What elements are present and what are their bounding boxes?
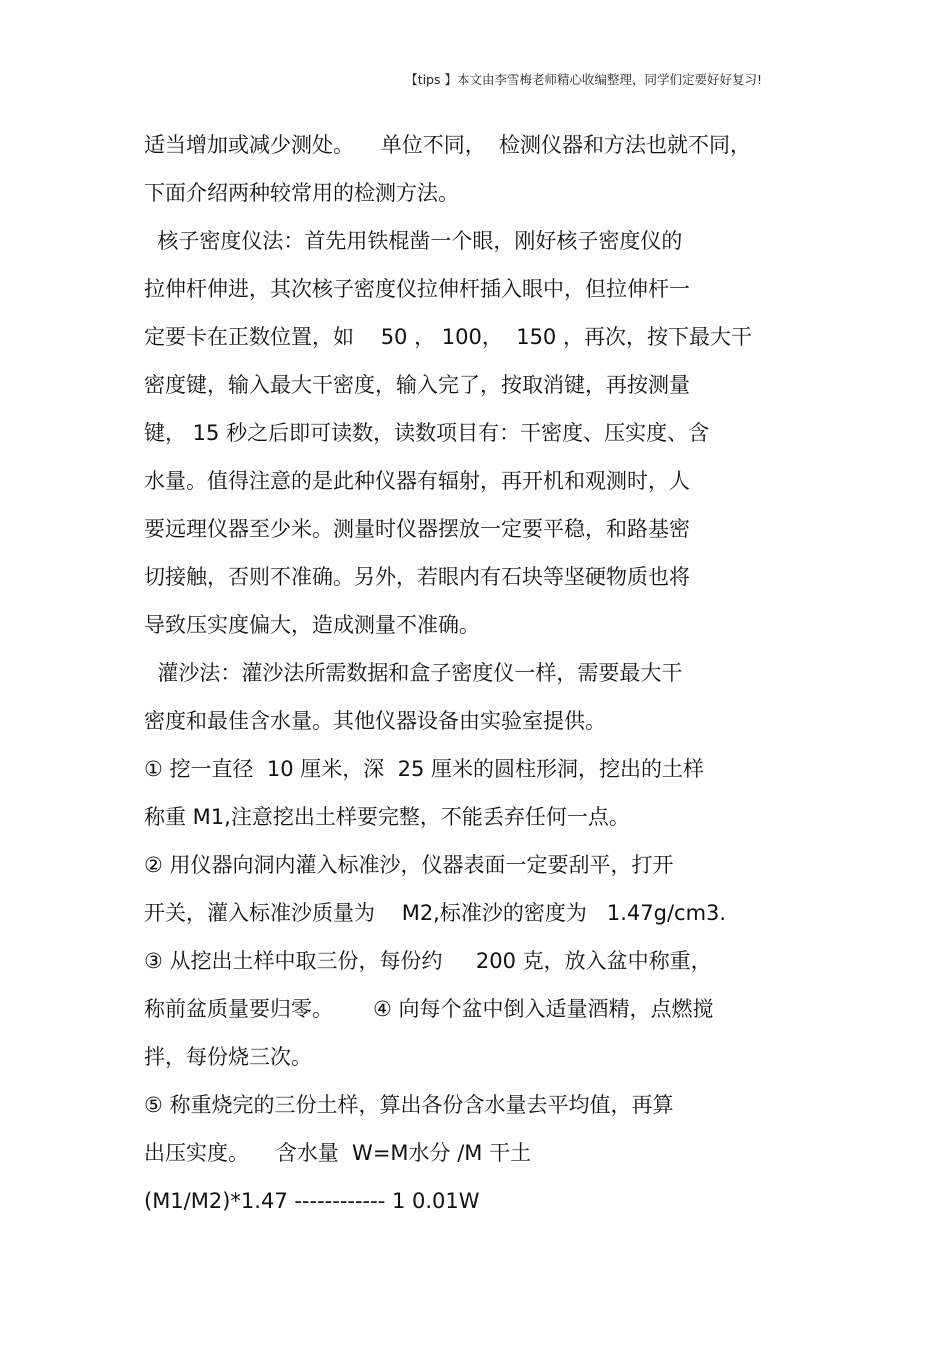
- text-line: 切接触，否则不准确。另外，若眼内有石块等坚硬物质也将: [144, 565, 690, 589]
- text-line: 开关，灌入标准沙质量为 M2,标准沙的密度为 1.47g/cm3.: [144, 901, 727, 925]
- text-line: 适当增加或减少测处。 单位不同， 检测仪器和方法也就不同，: [144, 133, 752, 157]
- text-line: 键， 15 秒之后即可读数，读数项目有：干密度、压实度、含: [144, 421, 710, 445]
- document-body: [144, 125, 804, 1229]
- text-line: 水量。值得注意的是此种仪器有辐射，再开机和观测时，人: [144, 469, 690, 493]
- text-line: 定要卡在正数位置，如 50 ， 100， 150 ，再次，按下最大干: [144, 325, 752, 349]
- text-line: (M1/M2)*1.47 ------------ 1 0.01W: [144, 1189, 480, 1213]
- text-line: 核子密度仪法：首先用铁棍凿一个眼，刚好核子密度仪的: [144, 229, 683, 253]
- text-line: ② 用仪器向洞内灌入标准沙，仪器表面一定要刮平，打开: [144, 853, 674, 877]
- text-line: 密度和最佳含水量。其他仪器设备由实验室提供。: [144, 709, 606, 733]
- text-line: 要远理仪器至少米。测量时仪器摆放一定要平稳，和路基密: [144, 517, 690, 541]
- text-line: 称重 M1,注意挖出土样要完整，不能丢弃任何一点。: [144, 805, 630, 829]
- text-line: ① 挖一直径 10 厘米，深 25 厘米的圆柱形洞，挖出的土样: [144, 757, 704, 781]
- text-line: 出压实度。 含水量 W=M水分 /M 干土: [144, 1141, 532, 1165]
- text-line: 拌，每份烧三次。: [144, 1045, 312, 1069]
- text-line: 密度键，输入最大干密度，输入完了，按取消键，再按测量: [144, 373, 690, 397]
- text-line: 导致压实度偏大，造成测量不准确。: [144, 613, 480, 637]
- text-line: 称前盆质量要归零。 ④ 向每个盆中倒入适量酒精，点燃搅: [144, 997, 714, 1021]
- text-line: 下面介绍两种较常用的检测方法。: [144, 181, 459, 205]
- text-line: ③ 从挖出土样中取三份，每份约 200 克，放入盆中称重，: [144, 949, 712, 973]
- text-line: 灌沙法：灌沙法所需数据和盒子密度仪一样，需要最大干: [144, 661, 683, 685]
- text-line: ⑤ 称重烧完的三份土样，算出各份含水量去平均值，再算: [144, 1093, 674, 1117]
- header-tip: 【tips 】本文由李雪梅老师精心收编整理，同学们定要好好复习!: [405, 72, 762, 87]
- text-line: 拉伸杆伸进，其次核子密度仪拉伸杆插入眼中，但拉伸杆一: [144, 277, 690, 301]
